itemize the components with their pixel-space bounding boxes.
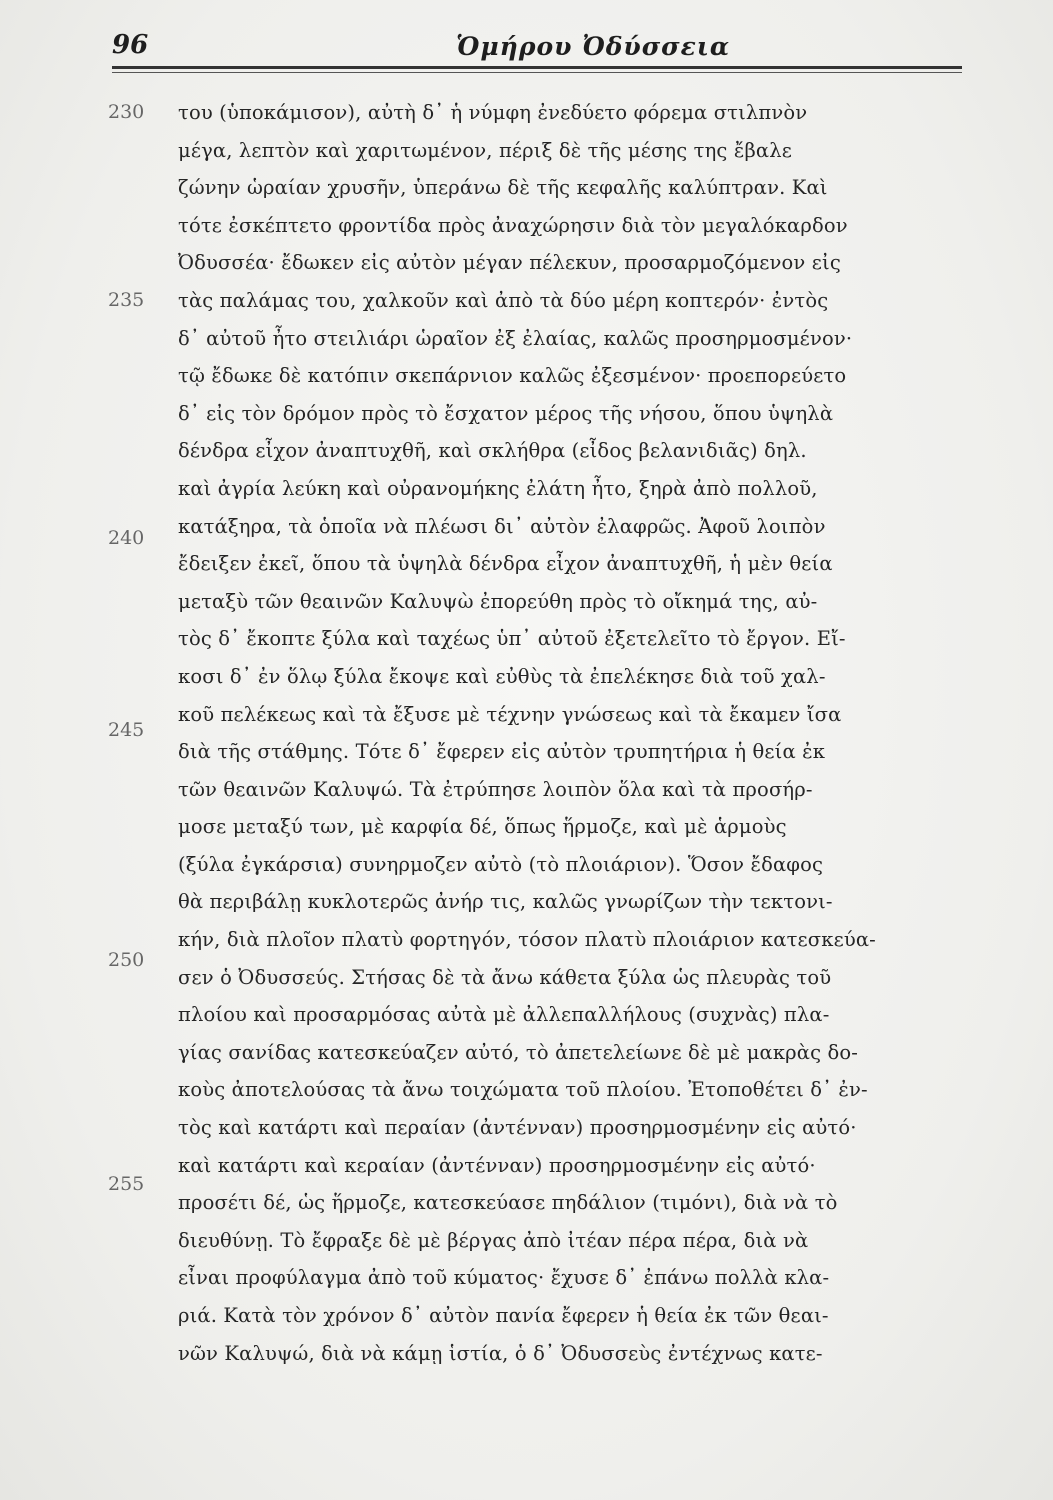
- text-line: ἔδειξεν ἐκεῖ, ὅπου τὰ ὑψηλὰ δένδρα εἶχον ἀναπτυχθῆ, ἡ μὲν θεία: [178, 552, 833, 576]
- text-line: διευθύνῃ. Τὸ ἔφραξε δὲ μὲ βέργας ἀπὸ ἰτέαν πέρα πέρα, διὰ νὰ: [178, 1228, 809, 1252]
- text-line: (ξύλα ἐγκάρσια) συνηρμοζεν αὐτὸ (τὸ πλοιάριον). Ὅσον ἔδαφος: [178, 852, 824, 876]
- body-text: [178, 94, 962, 1372]
- page-header: [112, 28, 962, 68]
- text-line: ριά. Κατὰ τὸν χρόνον δ᾽ αὐτὸν πανία ἔφερεν ἡ θεία ἐκ τῶν θεαι-: [178, 1304, 829, 1327]
- text-line: τὰς παλάμας του, χαλκοῦν καὶ ἀπὸ τὰ δύο μέρη κοπτερόν· ἐντὸς: [178, 288, 829, 312]
- text-line: θὰ περιβάλῃ κυκλοτερῶς ἀνήρ τις, καλῶς γνωρίζων τὴν τεκτονι-: [178, 890, 833, 914]
- text-line: τῶν θεαινῶν Καλυψώ. Τὰ ἐτρύπησε λοιπὸν ὅλα καὶ τὰ προσήρ-: [178, 777, 813, 801]
- text-line: τὸς δ᾽ ἔκοπτε ξύλα καὶ ταχέως ὑπ᾽ αὐτοῦ ἐξετελεῖτο τὸ ἔργον. Εἴ-: [178, 627, 846, 651]
- line-number: 245: [108, 719, 145, 741]
- running-title: Ὁμήρου Ὀδύσσεια: [456, 32, 731, 61]
- header-rule-thick: [112, 66, 962, 69]
- text-line: κήν, διὰ πλοῖον πλατὺ φορτηγόν, τόσον πλατὺ πλοιάριον κατεσκεύα-: [178, 928, 876, 952]
- text-line: διὰ τῆς στάθμης. Τότε δ᾽ ἔφερεν εἰς αὐτὸν τρυπητήρια ἡ θεία ἐκ: [178, 740, 826, 764]
- line-number: 235: [108, 289, 145, 311]
- text-line: προσέτι δέ, ὡς ἥρμοζε, κατεσκεύασε πηδάλιον (τιμόνι), διὰ νὰ τὸ: [178, 1191, 838, 1215]
- text-line: μοσε μεταξύ των, μὲ καρφία δέ, ὅπως ἥρμοζε, καὶ μὲ ἁρμοὺς: [178, 815, 787, 839]
- text-line: τῷ ἔδωκε δὲ κατόπιν σκεπάρνιον καλῶς ἐξεσμένον· προεπορεύετο: [178, 364, 847, 388]
- text-line: καὶ κατάρτι καὶ κεραίαν (ἀντένναν) προσηρμοσμένην εἰς αὐτό·: [178, 1153, 816, 1177]
- line-number: 230: [108, 101, 145, 123]
- text-line: Ὀδυσσέα· ἔδωκεν εἰς αὐτὸν μέγαν πέλεκυν, προσαρμοζόμενον εἰς: [178, 251, 841, 275]
- line-number: 250: [108, 949, 145, 971]
- text-line: κοσι δ᾽ ἐν ὅλῳ ξύλα ἔκοψε καὶ εὐθὺς τὰ ἐπελέκησε διὰ τοῦ χαλ-: [178, 664, 826, 688]
- text-line: σεν ὁ Ὀδυσσεύς. Στήσας δὲ τὰ ἄνω κάθετα ξύλα ὡς πλευρὰς τοῦ: [178, 965, 832, 989]
- text-line: κοῦ πελέκεως καὶ τὰ ἔξυσε μὲ τέχνην γνώσεως καὶ τὰ ἔκαμεν ἴσα: [178, 702, 842, 726]
- text-line: κοὺς ἀποτελούσας τὰ ἄνω τοιχώματα τοῦ πλοίου. Ἐτοποθέτει δ᾽ ἐν-: [178, 1078, 868, 1102]
- header-rule-thin: [112, 72, 962, 73]
- text-line: πλοίου καὶ προσαρμόσας αὐτὰ μὲ ἀλλεπαλλήλους (συχνὰς) πλα-: [178, 1003, 830, 1027]
- text-line: καὶ ἀγρία λεύκη καὶ οὐρανομήκης ἐλάτη ἦτο, ξηρὰ ἀπὸ πολλοῦ,: [178, 476, 818, 500]
- text-line: δ᾽ εἰς τὸν δρόμον πρὸς τὸ ἔσχατον μέρος τῆς νήσου, ὅπου ὑψηλὰ: [178, 401, 834, 425]
- text-line: μέγα, λεπτὸν καὶ χαριτωμένον, πέριξ δὲ τῆς μέσης της ἔβαλε: [178, 138, 792, 162]
- text-line: του (ὑποκάμισον), αὐτὴ δ᾽ ἡ νύμφη ἐνεδύετο φόρεμα στιλπνὸν: [178, 101, 808, 124]
- text-line: τὸς καὶ κατάρτι καὶ περαίαν (ἀντένναν) προσηρμοσμένην εἰς αὐτό·: [178, 1116, 857, 1140]
- text-line: γίας σανίδας κατεσκεύαζεν αὐτό, τὸ ἀπετελείωνε δὲ μὲ μακρὰς δο-: [178, 1040, 859, 1064]
- text-line: εἶναι προφύλαγμα ἀπὸ τοῦ κύματος· ἔχυσε δ᾽ ἐπάνω πολλὰ κλα-: [178, 1266, 830, 1290]
- text-line: μεταξὺ τῶν θεαινῶν Καλυψὼ ἐπορεύθη πρὸς τὸ οἴκημά της, αὐ-: [178, 589, 818, 613]
- text-line: νῶν Καλυψώ, διὰ νὰ κάμῃ ἱστία, ὁ δ᾽ Ὀδυσσεὺς ἐντέχνως κατε-: [178, 1341, 823, 1365]
- text-line: δένδρα εἶχον ἀναπτυχθῆ, καὶ σκλήθρα (εἶδος βελανιδιᾶς) δηλ.: [178, 439, 807, 463]
- text-line: τότε ἐσκέπτετο φροντίδα πρὸς ἀναχώρησιν διὰ τὸν μεγαλόκαρδον: [178, 213, 848, 237]
- text-line: κατάξηρα, τὰ ὁποῖα νὰ πλέωσι δι᾽ αὐτὸν ἐλαφρῶς. Ἀφοῦ λοιπὸν: [178, 514, 826, 538]
- text-line: δ᾽ αὐτοῦ ἦτο στειλιάρι ὡραῖον ἐξ ἐλαίας, καλῶς προσηρμοσμένον·: [178, 326, 853, 350]
- page-number: 96: [112, 30, 149, 60]
- line-number: 255: [108, 1173, 145, 1195]
- line-number: 240: [108, 527, 145, 549]
- text-line: ζώνην ὡραίαν χρυσῆν, ὑπεράνω δὲ τῆς κεφαλῆς καλύπτραν. Καὶ: [178, 176, 828, 200]
